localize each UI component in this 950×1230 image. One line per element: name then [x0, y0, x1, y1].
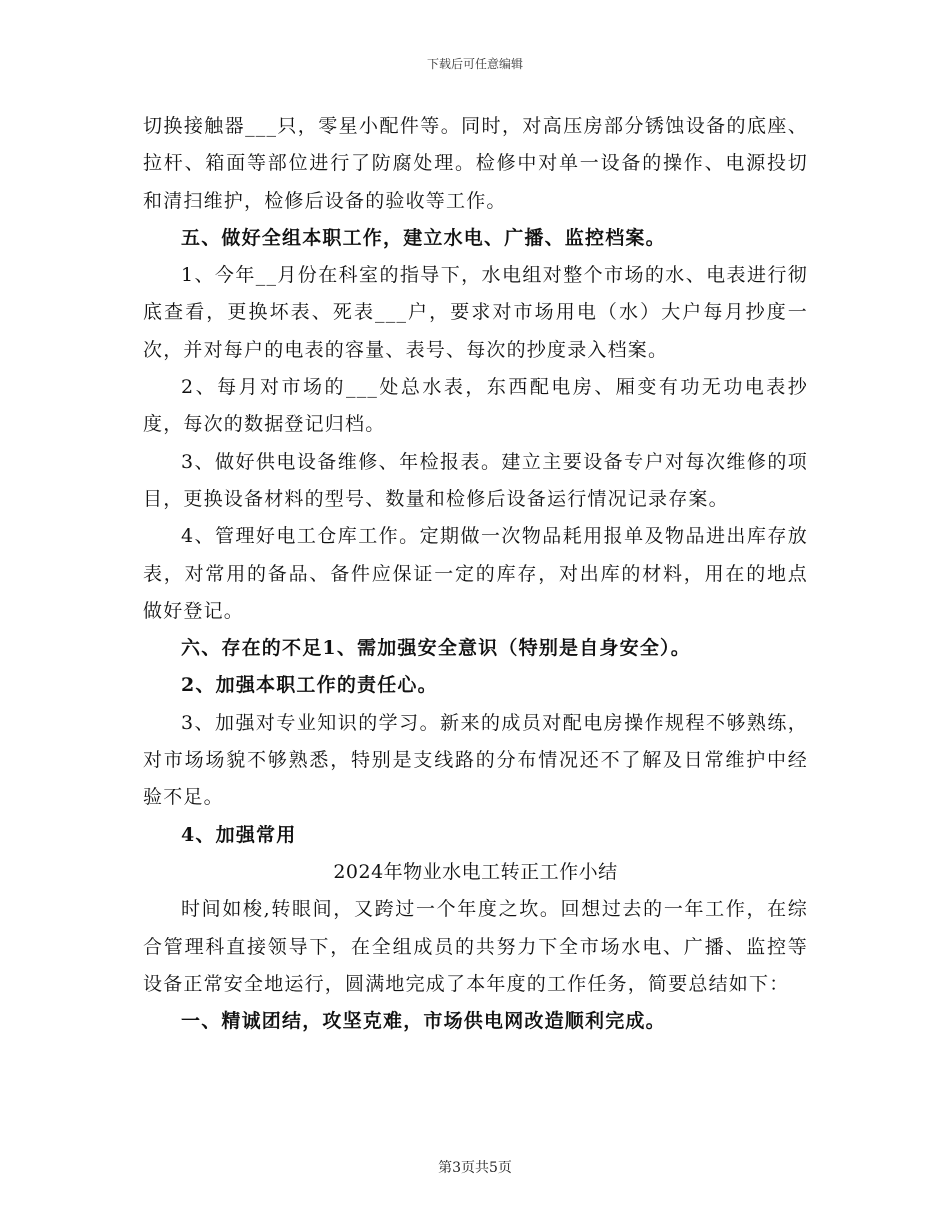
paragraph-item-4: 4、管理好电工仓库工作。定期做一次物品耗用报单及物品进出库存放表，对常用的备品、备件应保证一定的库存，对出库的材料，用在的地点做好登记。 — [143, 525, 808, 622]
paragraph-item-2: 2、每月对市场的___处总水表，东西配电房、厢变有功无功电表抄度，每次的数据登记归档。 — [143, 376, 808, 436]
page-footer: 第3页共5页 — [438, 1160, 512, 1176]
section-heading-6: 六、存在的不足1、需加强安全意识（特别是自身安全）。 — [181, 637, 691, 660]
page-header: 下载后可任意编辑 — [426, 57, 523, 71]
section-heading-1: 一、精诚团结，攻坚克难，市场供电网改造顺利完成。 — [181, 1010, 666, 1033]
document-body — [143, 108, 808, 1040]
section-heading-5: 五、做好全组本职工作，建立水电、广播、监控档案。 — [181, 226, 666, 249]
subheading-item-2: 2、加强本职工作的责任心。 — [181, 674, 438, 697]
subheading-item-4: 4、加强常用 — [181, 823, 297, 846]
paragraph-continuation: 切换接触器___只，零星小配件等。同时，对高压房部分锈蚀设备的底座、拉杆、箱面等部位进行了防腐处理。检修中对单一设备的操作、电源投切和清扫维护，检修后设备的验收等工作。 — [143, 115, 808, 212]
paragraph-item-1: 1、今年__月份在科室的指导下，水电组对整个市场的水、电表进行彻底查看，更换坏表、死表___户，要求对市场用电（水）大户每月抄度一次，并对每户的电表的容量、表号、每次的抄度录入档案。 — [143, 264, 808, 361]
paragraph-item-3: 3、做好供电设备维修、年检报表。建立主要设备专户对每次维修的项目，更换设备材料的型号、数量和检修后设备运行情况记录存案。 — [143, 450, 808, 510]
document-title: 2024年物业水电工转正工作小结 — [333, 860, 618, 883]
paragraph-intro: 时间如梭,转眼间，又跨过一个年度之坎。回想过去的一年工作，在综合管理科直接领导下，在全组成员的共努力下全市场水电、广播、监控等设备正常安全地运行，圆满地完成了本年度的工作任务，简要总结如下： — [143, 898, 808, 995]
paragraph-item-3b: 3、加强对专业知识的学习。新来的成员对配电房操作规程不够熟练，对市场场貌不够熟悉，特别是支线路的分布情况还不了解及日常维护中经验不足。 — [143, 711, 808, 809]
